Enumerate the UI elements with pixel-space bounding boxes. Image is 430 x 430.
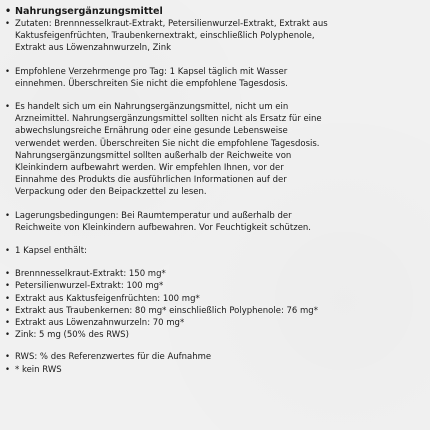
composition-text: Brennnesselkraut-Extrakt: 150 mg* [15, 269, 166, 280]
warning-line: Nahrungsergänzungsmittel sollten außerhalb der Reichweite von [15, 150, 292, 161]
title-text: Nahrungsergänzungsmittel [15, 6, 163, 17]
storage-line: Lagerungsbedingungen: Bei Raumtemperatur und außerhalb der [15, 210, 292, 221]
bullet: • [5, 269, 11, 280]
footnote-text: RWS: % des Referenzwertes für die Aufnahme [15, 352, 212, 363]
warning-line: Kleinkindern aufbewahrt werden. Wir empfehlen Ihnen, vor der [15, 163, 284, 174]
ingredients-paragraph [5, 18, 420, 55]
footnote-item [5, 351, 420, 363]
bullet: • [5, 102, 11, 113]
composition-text: Zink: 5 mg (50% des RWS) [15, 330, 129, 341]
warning-line: verwendet werden. Überschreiten Sie nicht die empfohlene Tagesdosis. [15, 138, 320, 149]
warning-line: Arzneimittel. Nahrungsergänzungsmittel sollten nicht als Ersatz für eine [15, 114, 322, 125]
warning-line: Es handelt sich um ein Nahrungsergänzungsmittel, nicht um ein [15, 102, 289, 113]
bullet: • [5, 210, 11, 221]
bullet: • [5, 246, 11, 257]
bullet: • [5, 6, 12, 17]
composition-text: Extrakt aus Traubenkernen: 80 mg* einschließlich Polyphenole: 76 mg* [15, 305, 318, 316]
composition-item [5, 317, 420, 329]
dosage-paragraph [5, 66, 420, 90]
bullet: • [5, 305, 11, 316]
product-title [5, 5, 420, 18]
composition-text: Extrakt aus Löwenzahnwurzeln: 70 mg* [15, 318, 185, 329]
bullet: • [5, 293, 11, 304]
bullet: • [5, 352, 11, 363]
capsule-heading [5, 245, 420, 257]
footnote-item [5, 364, 420, 376]
bullet: • [5, 318, 11, 329]
footnote-text: * kein RWS [15, 364, 62, 375]
bullet: • [5, 364, 11, 375]
ingredients-line: Kaktusfeigenfrüchten, Traubenkernextrakt, einschließlich Polyphenole, [15, 31, 315, 42]
warning-line: Verpackung oder den Beipackzettel zu lesen. [15, 187, 207, 198]
warning-line: Einnahme des Produkts die ausführlichen Informationen auf der [15, 175, 287, 186]
composition-item [5, 305, 420, 317]
ingredients-line: Extrakt aus Löwenzahnwurzeln, Zink [15, 43, 172, 54]
composition-item [5, 268, 420, 280]
composition-item [5, 329, 420, 341]
dosage-line: einnehmen. Überschreiten Sie nicht die empfohlene Tagesdosis. [15, 78, 288, 89]
bullet: • [5, 66, 11, 77]
storage-paragraph [5, 210, 420, 234]
composition-item [5, 280, 420, 292]
warning-paragraph [5, 101, 420, 199]
bullet: • [5, 330, 11, 341]
bullet: • [5, 281, 11, 292]
dosage-line: Empfohlene Verzehrmenge pro Tag: 1 Kapsel täglich mit Wasser [15, 66, 288, 77]
bullet: • [5, 19, 11, 29]
composition-item [5, 293, 420, 305]
ingredients-line: Zutaten: Brennnesselkraut-Extrakt, Petersilienwurzel-Extrakt, Extrakt aus [15, 19, 328, 29]
warning-line: abwechslungsreiche Ernährung oder eine gesunde Lebensweise [15, 126, 288, 137]
composition-text: Extrakt aus Kaktusfeigenfrüchten: 100 mg* [15, 293, 200, 304]
composition-text: Petersilienwurzel-Extrakt: 100 mg* [15, 281, 164, 292]
storage-line: Reichweite von Kleinkindern aufbewahren. Vor Feuchtigkeit schützen. [15, 222, 312, 233]
capsule-heading-text: 1 Kapsel enthält: [15, 246, 87, 257]
